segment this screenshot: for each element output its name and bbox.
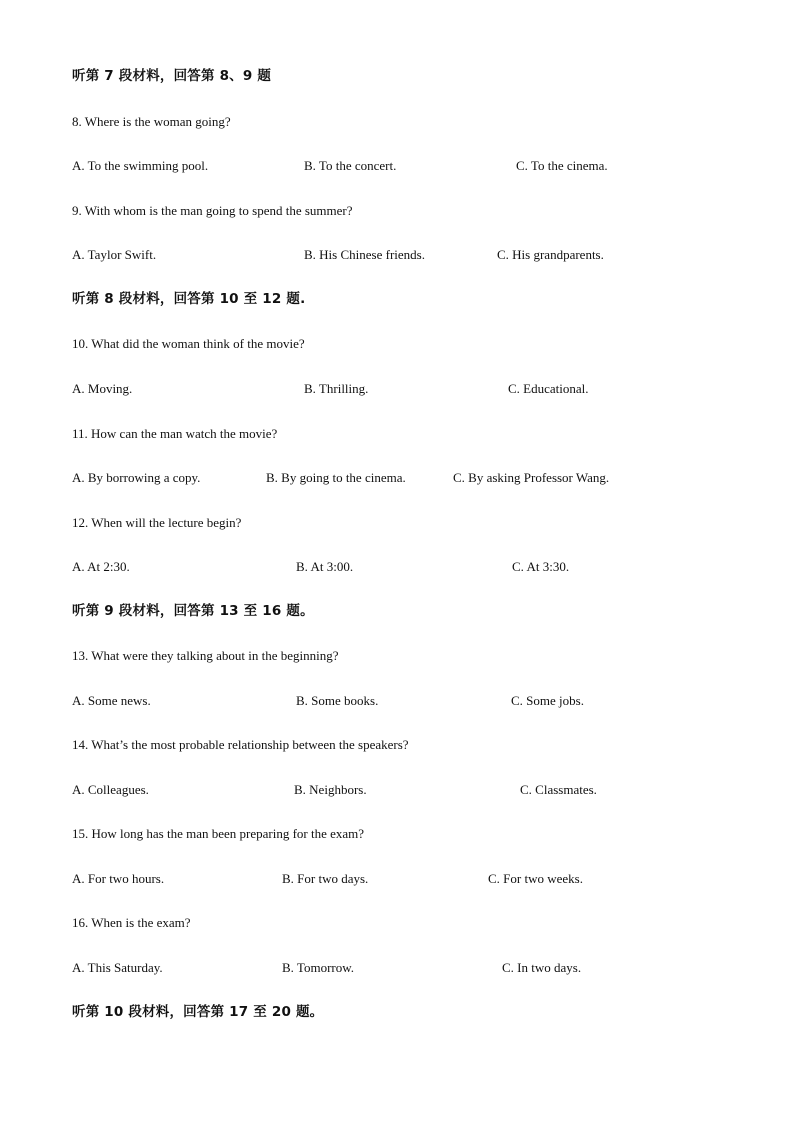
question-stem: 11. How can the man watch the movie? [72, 426, 278, 441]
option-c: C. Educational. [508, 381, 589, 396]
option-c: C. To the cinema. [516, 158, 608, 173]
option-a: A. Some news. [72, 693, 151, 708]
question-stem: 15. How long has the man been preparing for the exam? [72, 826, 365, 841]
question-stem: 8. Where is the woman going? [72, 114, 231, 129]
option-a: A. Colleagues. [72, 782, 149, 797]
option-a: A. For two hours. [72, 871, 165, 886]
option-a: A. By borrowing a copy. [72, 470, 201, 485]
option-c: C. For two weeks. [488, 871, 583, 886]
option-b: B. For two days. [282, 871, 369, 886]
option-b: B. Neighbors. [294, 782, 367, 797]
option-a: A. Taylor Swift. [72, 247, 157, 262]
question-stem: 14. What’s the most probable relationship between the speakers? [72, 737, 409, 752]
option-a: A. To the swimming pool. [72, 158, 209, 173]
question-stem: 16. When is the exam? [72, 915, 191, 930]
option-b: B. Thrilling. [304, 381, 369, 396]
option-c: C. Classmates. [520, 782, 597, 797]
question-stem: 12. When will the lecture begin? [72, 515, 242, 530]
section-heading: 听第 7 段材料，回答第 8、9 题 [72, 68, 272, 84]
section-heading: 听第 8 段材料，回答第 10 至 12 题. [72, 291, 306, 307]
question-stem: 13. What were they talking about in the beginning? [72, 648, 339, 663]
option-b: B. His Chinese friends. [304, 247, 425, 262]
option-b: B. By going to the cinema. [266, 470, 406, 485]
option-c: C. In two days. [502, 960, 582, 975]
option-b: B. Some books. [296, 693, 379, 708]
option-b: B. To the concert. [304, 158, 397, 173]
option-a: A. At 2:30. [72, 559, 130, 574]
option-b: B. Tomorrow. [282, 960, 355, 975]
option-a: A. Moving. [72, 381, 133, 396]
section-heading: 听第 10 段材料，回答第 17 至 20 题。 [72, 1004, 324, 1020]
section-heading: 听第 9 段材料，回答第 13 至 16 题。 [72, 603, 314, 619]
option-a: A. This Saturday. [72, 960, 163, 975]
question-stem: 9. With whom is the man going to spend the summer? [72, 203, 353, 218]
option-c: C. By asking Professor Wang. [453, 470, 610, 485]
option-b: B. At 3:00. [296, 559, 354, 574]
option-c: C. Some jobs. [511, 693, 584, 708]
option-c: C. His grandparents. [497, 247, 604, 262]
option-c: C. At 3:30. [512, 559, 570, 574]
question-stem: 10. What did the woman think of the movie? [72, 336, 305, 351]
